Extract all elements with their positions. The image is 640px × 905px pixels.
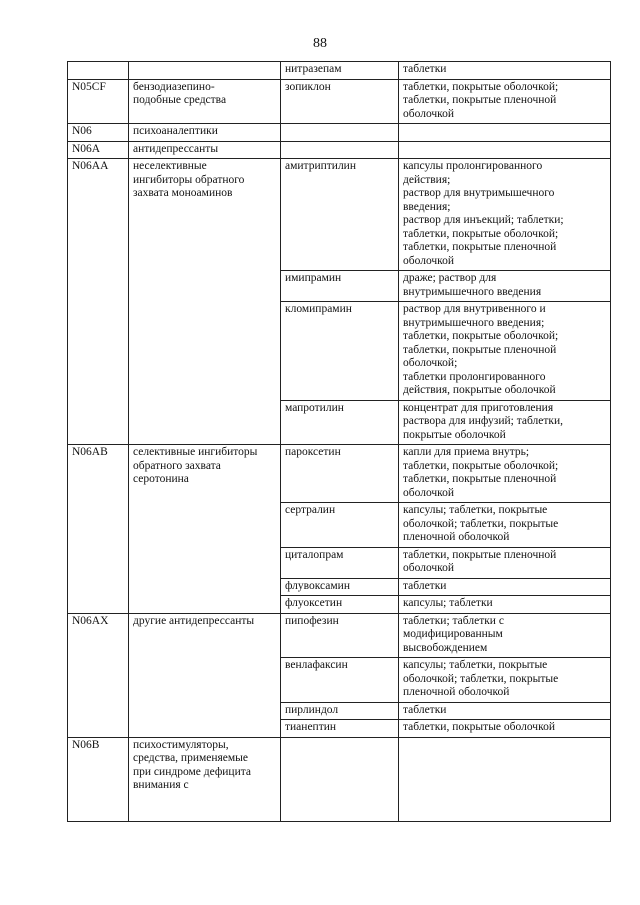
dosage-form-cell <box>399 124 611 142</box>
atc-code-cell: N06AA <box>68 159 129 445</box>
group-name-cell <box>129 62 281 80</box>
dosage-form-cell <box>399 737 611 821</box>
drug-name-cell: циталопрам <box>281 547 399 578</box>
drug-table <box>67 61 611 822</box>
drug-name-cell: зопиклон <box>281 79 399 124</box>
drug-name-cell: имипрамин <box>281 271 399 302</box>
dosage-form-cell: таблетки, покрытые пленочной оболочкой <box>399 547 611 578</box>
atc-code-cell <box>68 62 129 80</box>
table-row <box>68 613 611 658</box>
dosage-form-cell: капсулы пролонгированного действия; раствор для внутримышечного введения; раствор для инъекций; таблетки; таблетки, покрытые оболочкой; таблетки, покрытые пленочной оболочкой <box>399 159 611 271</box>
dosage-form-cell: капсулы; таблетки, покрытые оболочкой; таблетки, покрытые пленочной оболочкой <box>399 503 611 548</box>
drug-name-cell: пароксетин <box>281 445 399 503</box>
drug-name-cell: флувоксамин <box>281 578 399 596</box>
drug-name-cell: пипофезин <box>281 613 399 658</box>
group-name-cell: психостимуляторы, средства, применяемые при синдроме дефицита внимания с <box>129 737 281 821</box>
dosage-form-cell: капсулы; таблетки, покрытые оболочкой; таблетки, покрытые пленочной оболочкой <box>399 658 611 703</box>
atc-code-cell: N05CF <box>68 79 129 124</box>
table-row <box>68 737 611 821</box>
atc-code-cell: N06B <box>68 737 129 821</box>
drug-name-cell: нитразепам <box>281 62 399 80</box>
drug-name-cell: амитриптилин <box>281 159 399 271</box>
drug-name-cell: кломипрамин <box>281 302 399 401</box>
group-name-cell: неселективные ингибиторы обратного захвата моноаминов <box>129 159 281 445</box>
dosage-form-cell: капсулы; таблетки <box>399 596 611 614</box>
drug-name-cell: сертралин <box>281 503 399 548</box>
page-number: 88 <box>313 36 327 51</box>
dosage-form-cell <box>399 141 611 159</box>
table-row <box>68 141 611 159</box>
drug-name-cell: мапротилин <box>281 400 399 445</box>
atc-code-cell: N06AB <box>68 445 129 614</box>
group-name-cell: психоаналептики <box>129 124 281 142</box>
atc-code-cell: N06AX <box>68 613 129 737</box>
atc-code-cell: N06 <box>68 124 129 142</box>
table-row <box>68 445 611 503</box>
dosage-form-cell: раствор для внутривенного и внутримышечного введения; таблетки, покрытые оболочкой; таблетки, покрытые пленочной оболочкой; таблетки пролонгированного действия, покрытые оболочкой <box>399 302 611 401</box>
dosage-form-cell: таблетки <box>399 62 611 80</box>
dosage-form-cell: капли для приема внутрь; таблетки, покрытые оболочкой; таблетки, покрытые пленочной оболочкой <box>399 445 611 503</box>
dosage-form-cell: концентрат для приготовления раствора для инфузий; таблетки, покрытые оболочкой <box>399 400 611 445</box>
drug-name-cell <box>281 737 399 821</box>
dosage-form-cell: таблетки, покрытые оболочкой; таблетки, покрытые пленочной оболочкой <box>399 79 611 124</box>
drug-name-cell: венлафаксин <box>281 658 399 703</box>
group-name-cell: бензодиазепино- подобные средства <box>129 79 281 124</box>
drug-name-cell: флуоксетин <box>281 596 399 614</box>
dosage-form-cell: таблетки, покрытые оболочкой <box>399 720 611 738</box>
dosage-form-cell: таблетки <box>399 702 611 720</box>
drug-name-cell <box>281 124 399 142</box>
table-row <box>68 124 611 142</box>
drug-name-cell: тианептин <box>281 720 399 738</box>
drug-name-cell: пирлиндол <box>281 702 399 720</box>
group-name-cell: селективные ингибиторы обратного захвата серотонина <box>129 445 281 614</box>
table-row <box>68 159 611 271</box>
drug-name-cell <box>281 141 399 159</box>
group-name-cell: другие антидепрессанты <box>129 613 281 737</box>
table-row <box>68 62 611 80</box>
atc-code-cell: N06A <box>68 141 129 159</box>
dosage-form-cell: таблетки; таблетки с модифицированным высвобождением <box>399 613 611 658</box>
dosage-form-cell: драже; раствор для внутримышечного введения <box>399 271 611 302</box>
table-row <box>68 79 611 124</box>
group-name-cell: антидепрессанты <box>129 141 281 159</box>
dosage-form-cell: таблетки <box>399 578 611 596</box>
